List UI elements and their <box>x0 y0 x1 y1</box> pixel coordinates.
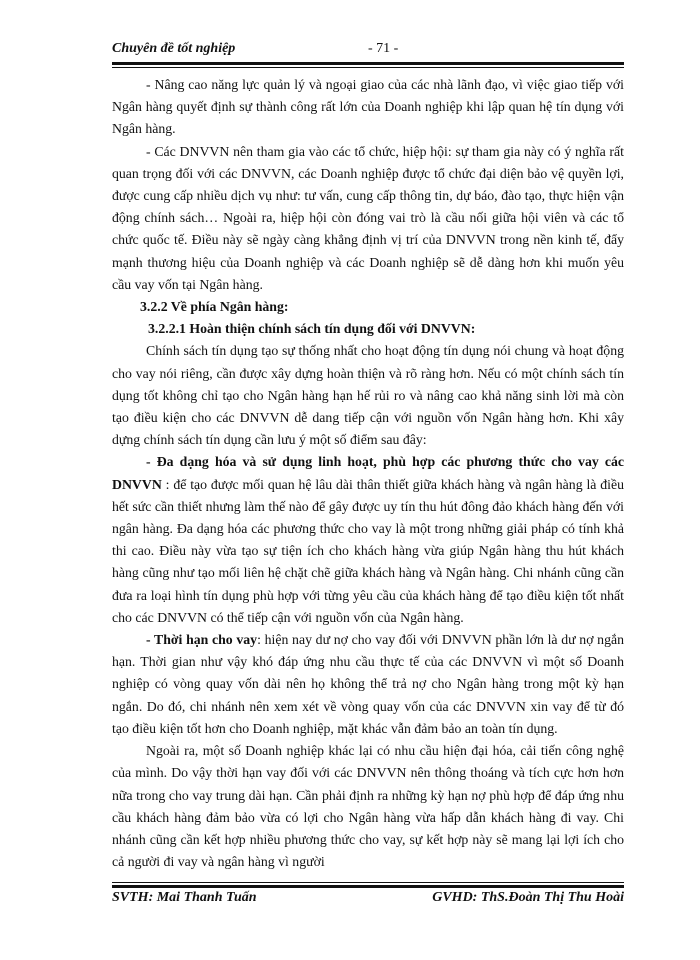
page-header <box>112 38 624 60</box>
section-heading-bank-side: 3.2.2 Về phía Ngân hàng: <box>140 299 289 315</box>
footer-rule-thin <box>112 882 624 883</box>
page-number: - 71 - <box>368 41 399 56</box>
subsection-heading-credit-policy: 3.2.2.1 Hoàn thiện chính sách tín dụng đối với DNVVN: <box>148 321 476 337</box>
footer-advisor: GVHD: ThS.Đoàn Thị Thu Hoài <box>432 890 624 905</box>
footer-student: SVTH: Mai Thanh Tuấn <box>112 890 257 905</box>
document-title: Chuyên đề tốt nghiệp <box>112 41 236 56</box>
paragraph-loan-term <box>112 629 624 740</box>
page-footer <box>112 888 624 910</box>
header-rule-thin <box>112 67 624 68</box>
loan-term-lead: - Thời hạn cho vay <box>146 632 258 648</box>
diversify-lending-lead: - Đa dạng hóa và sử dụng linh hoạt, phù hợp các phương thức cho vay các DNVVN <box>112 454 624 492</box>
paragraph-diversify-lending <box>112 451 624 629</box>
paragraph-modernization: Ngoài ra, một số Doanh nghiệp khác lại có nhu cầu hiện đại hóa, cải tiến công nghệ của mình. Do vậy thời hạn vay đối với các DNVVN nên thông thoáng và tích cực hơn hơn nữa trong cho vay trung dài hạn. Cần phải định ra những kỳ hạn nợ phù hợp để đáp ứng nhu cầu khách hàng đảm bảo vừa có lợi cho Ngân hàng vừa hấp dẫn khách hàng đi vay. Chi nhánh cũng cần kết hợp nhiều phương thức cho vay, sự kết hợp này sẽ mang lại lợi ích cho cả người đi vay và ngân hàng vì người <box>112 743 624 870</box>
header-rule-thick <box>112 62 624 65</box>
loan-term-body: : hiện nay dư nợ cho vay đối với DNVVN phần lớn là dư nợ ngắn hạn. Thời gian như vậy khó đáp ứng nhu cầu thực tế của các DNVVN vì một số Doanh nghiệp có vòng quay vốn dài nên họ không thể trả nợ cho Ngân hàng trong một kỳ hạn ngắn. Do đó, chi nhánh nên xem xét về vòng quay vốn của các DNVVN xin vay để từ đó tạo điều kiện tốt hơn cho Doanh nghiệp, mặt khác vẫn đảm bảo an toàn tín dụng. <box>112 632 624 736</box>
diversify-lending-body: : để tạo được mối quan hệ lâu dài thân thiết giữa khách hàng và ngân hàng là điều hết sức cần thiết nhưng làm thế nào để gây được uy tín thu hút đông đảo khách hàng đến với ngân hàng. Đa dạng hóa các phương thức cho vay là một trong những giải pháp có tính khả thi cao. Điều này vừa tạo sự tiện ích cho khách hàng vừa giúp Ngân hàng thu hút khách hàng cũng như tạo mối liên hệ chặt chẽ giữa khách hàng và Ngân hàng. Chi nhánh cũng cần đưa ra loại hình tín dụng phù hợp với từng yêu cầu của khách hàng để tạo điều kiện tốt nhất cho các DNVVN có thể tiếp cận với nguồn vốn của Ngân hàng. <box>112 476 624 625</box>
body-text <box>112 74 624 873</box>
paragraph-associations: - Các DNVVN nên tham gia vào các tổ chức, hiệp hội: sự tham gia này có ý nghĩa rất quan trọng đối với các DNVVN, các Doanh nghiệp được tổ chức đại diện bảo vệ quyền lợi, được cung cấp nhiều dịch vụ như: tư vấn, cung cấp thông tin, dự báo, đào tạo, thực hiện vận động chính sách… Ngoài ra, hiệp hội còn đóng vai trò là cầu nối giữa hội viên và các tổ chức quốc tế. Điều này sẽ ngày càng khẳng định vị trí của DNVVN trong nền kinh tế, đẩy mạnh thương hiệu của Doanh nghiệp và các Doanh nghiệp sẽ dễ dàng hơn khi muốn yêu cầu vay vốn tại Ngân hàng. <box>112 143 624 292</box>
paragraph-management-skills: - Nâng cao năng lực quản lý và ngoại giao của các nhà lãnh đạo, vì việc giao tiếp với Ngân hàng quyết định sự thành công rất lớn của Doanh nghiệp khi lập quan hệ tín dụng với Ngân hàng. <box>112 77 624 137</box>
paragraph-credit-policy: Chính sách tín dụng tạo sự thống nhất cho hoạt động tín dụng nói chung và hoạt động cho vay nói riêng, cần được xây dựng hoàn thiện và rõ ràng hơn. Nếu có một chính sách tín dụng tốt không chỉ tạo cho Ngân hàng hạn hế rủi ro và nâng cao khả năng sinh lời mà còn tạo điều kiện cho các DNVVN dễ dang tiếp cận với nguồn vốn Ngân hàng hơn. Khi xây dựng chính sách tín dụng cần lưu ý một số điểm sau đây: <box>112 343 624 448</box>
